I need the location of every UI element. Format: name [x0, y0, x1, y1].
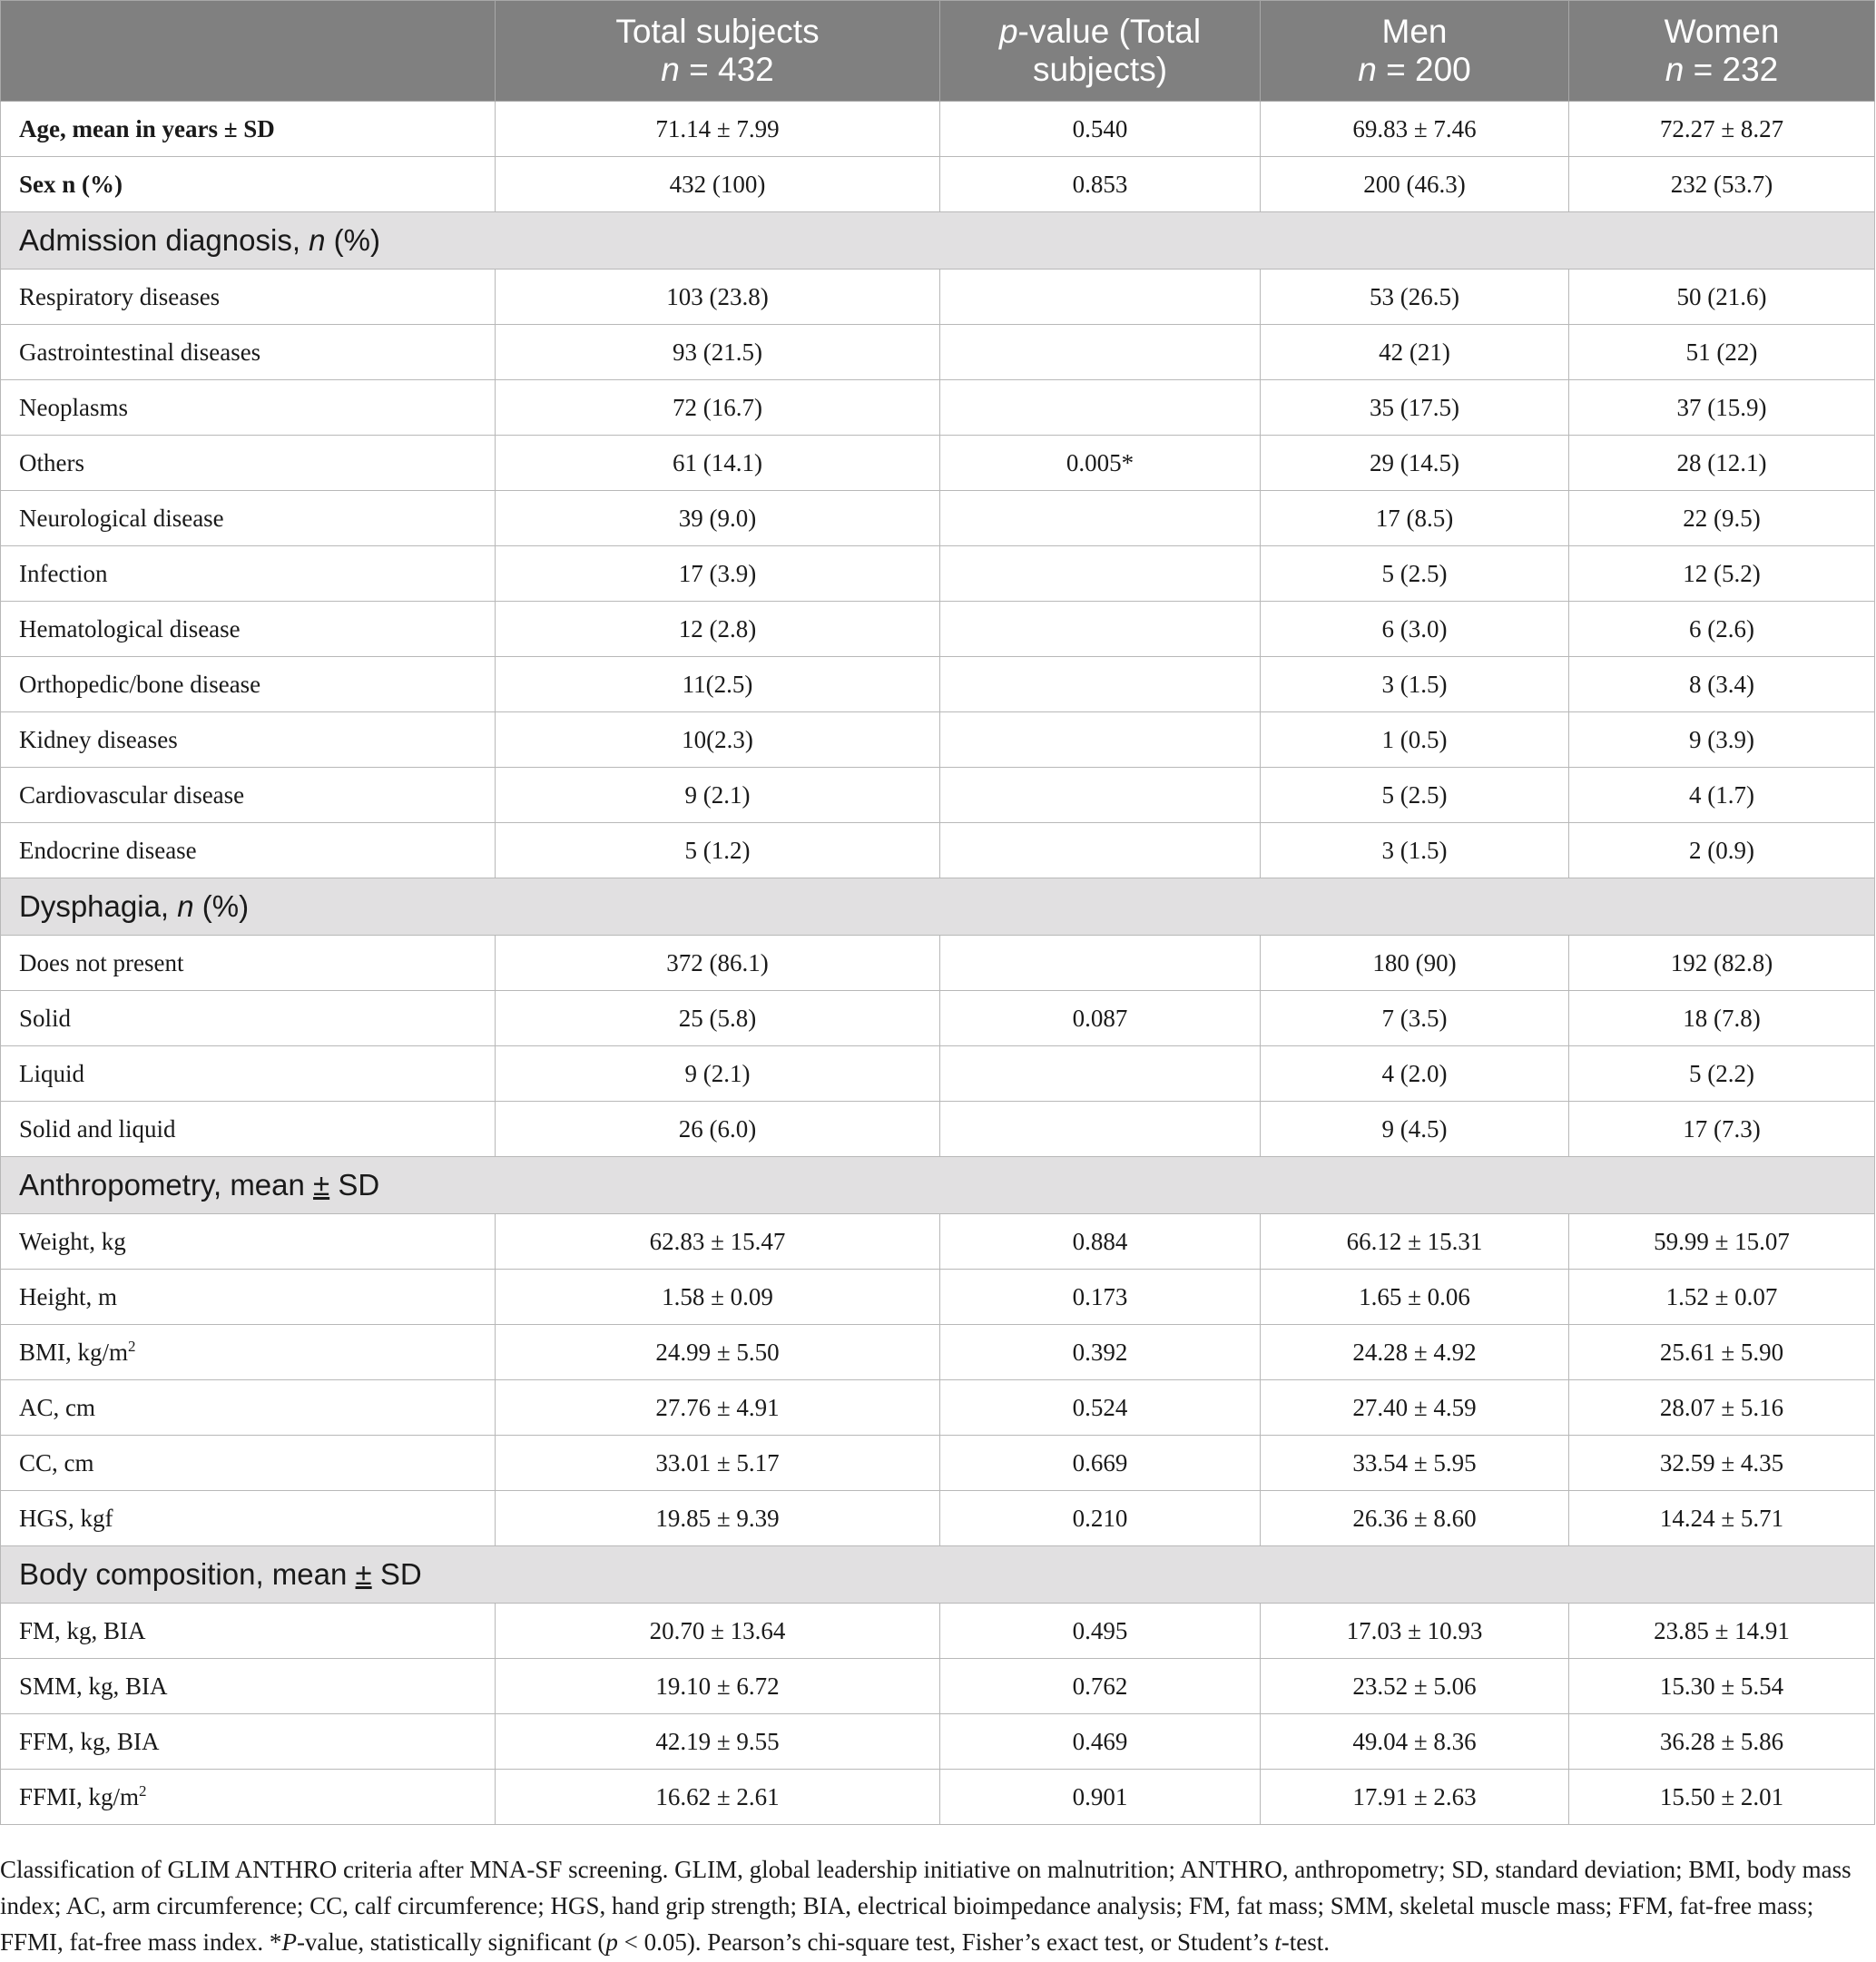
cell-men: 9 (4.5) [1261, 1102, 1569, 1157]
cell-total: 62.83 ± 15.47 [496, 1214, 940, 1270]
section-title-plus-minus: ± [355, 1557, 372, 1591]
row-label-text: FM, kg, BIA [19, 1616, 146, 1644]
section-title-plus-minus: ± [313, 1168, 330, 1202]
cell-men: 33.54 ± 5.95 [1261, 1436, 1569, 1491]
cell-p-value [940, 602, 1261, 657]
cell-p-value: 0.495 [940, 1604, 1261, 1659]
table-row [1, 325, 1875, 380]
cell-total: 27.76 ± 4.91 [496, 1380, 940, 1436]
table-row [1, 1659, 1875, 1714]
cell-total: 93 (21.5) [496, 325, 940, 380]
cell-women: 192 (82.8) [1569, 936, 1875, 991]
header-total-subjects: Total subjects n = 432 [496, 1, 940, 102]
row-label-text: Gastrointestinal diseases [19, 338, 261, 366]
row-label-text: Kidney diseases [19, 725, 178, 753]
cell-total: 33.01 ± 5.17 [496, 1436, 940, 1491]
cell-p-value [940, 1046, 1261, 1102]
table-row [1, 936, 1875, 991]
table-row [1, 380, 1875, 436]
row-label-text: Solid and liquid [19, 1114, 176, 1143]
cell-men: 53 (26.5) [1261, 270, 1569, 325]
table-row [1, 1325, 1875, 1380]
cell-total: 17 (3.9) [496, 546, 940, 602]
cell-men: 29 (14.5) [1261, 436, 1569, 491]
row-label [1, 602, 496, 657]
row-label [1, 1436, 496, 1491]
table-row [1, 768, 1875, 823]
cell-total: 12 (2.8) [496, 602, 940, 657]
cell-women: 232 (53.7) [1569, 157, 1875, 212]
row-label-text: HGS, kgf [19, 1504, 113, 1532]
cell-women: 72.27 ± 8.27 [1569, 102, 1875, 157]
section-title-italic-n: n [309, 223, 326, 257]
row-label [1, 657, 496, 712]
cell-total: 26 (6.0) [496, 1102, 940, 1157]
cell-men: 1 (0.5) [1261, 712, 1569, 768]
cell-p-value: 0.392 [940, 1325, 1261, 1380]
row-label-text: CC, cm [19, 1448, 94, 1476]
cell-total: 42.19 ± 9.55 [496, 1714, 940, 1770]
cell-women: 15.30 ± 5.54 [1569, 1659, 1875, 1714]
table-row [1, 1770, 1875, 1825]
row-label [1, 1491, 496, 1546]
cell-women: 59.99 ± 15.07 [1569, 1214, 1875, 1270]
section-title-text: Dysphagia, [19, 889, 178, 923]
row-label [1, 1659, 496, 1714]
cell-women: 50 (21.6) [1569, 270, 1875, 325]
cell-men: 5 (2.5) [1261, 546, 1569, 602]
cell-total: 1.58 ± 0.09 [496, 1270, 940, 1325]
cell-p-value [940, 491, 1261, 546]
cell-p-value [940, 768, 1261, 823]
section-title-suffix: (%) [325, 223, 381, 257]
section-title [1, 212, 1875, 270]
row-label [1, 823, 496, 878]
cell-p-value: 0.853 [940, 157, 1261, 212]
row-label-text: AC, cm [19, 1393, 95, 1421]
table-row [1, 602, 1875, 657]
table-footnote: Classification of GLIM ANTHRO criteria after MNA-SF screening. GLIM, global leadership initiative on malnutrition; ANTHRO, anthropometry; SD, standard deviation; BMI, body mass index; AC, arm circumference; CC, calf circumference; HGS, hand grip strength; BIA, electrical bioimpedance analysis; FM, fat mass; SMM, skeletal muscle mass; FFM, fat-free mass; FFMI, fat-free mass index. *P-value, statistically significant (p < 0.05). Pearson’s chi-square test, Fisher’s exact test, or Student’s t-test. [0, 1856, 1851, 1956]
cell-total: 11(2.5) [496, 657, 940, 712]
cell-men: 69.83 ± 7.46 [1261, 102, 1569, 157]
cell-women: 6 (2.6) [1569, 602, 1875, 657]
row-label [1, 546, 496, 602]
cell-women: 25.61 ± 5.90 [1569, 1325, 1875, 1380]
cell-men: 3 (1.5) [1261, 657, 1569, 712]
cell-men: 4 (2.0) [1261, 1046, 1569, 1102]
cell-women: 8 (3.4) [1569, 657, 1875, 712]
cell-total: 372 (86.1) [496, 936, 940, 991]
table-body [1, 102, 1875, 1825]
table-row [1, 270, 1875, 325]
cell-p-value [940, 712, 1261, 768]
cell-p-value [940, 546, 1261, 602]
table-row [1, 1214, 1875, 1270]
table-row [1, 1604, 1875, 1659]
cell-total: 103 (23.8) [496, 270, 940, 325]
section-title [1, 1157, 1875, 1214]
cell-men: 7 (3.5) [1261, 991, 1569, 1046]
cell-women: 1.52 ± 0.07 [1569, 1270, 1875, 1325]
row-label [1, 991, 496, 1046]
row-label [1, 1714, 496, 1770]
cell-p-value [940, 1102, 1261, 1157]
row-label [1, 380, 496, 436]
cell-men: 24.28 ± 4.92 [1261, 1325, 1569, 1380]
table-row [1, 712, 1875, 768]
table-row [1, 491, 1875, 546]
cell-women: 22 (9.5) [1569, 491, 1875, 546]
section-header-anthropometry [1, 1157, 1875, 1214]
cell-women: 15.50 ± 2.01 [1569, 1770, 1875, 1825]
row-label-text: Neurological disease [19, 504, 224, 532]
cell-men: 200 (46.3) [1261, 157, 1569, 212]
cell-men: 5 (2.5) [1261, 768, 1569, 823]
cell-p-value: 0.469 [940, 1714, 1261, 1770]
row-label-superscript: 2 [139, 1781, 147, 1800]
cell-p-value: 0.210 [940, 1491, 1261, 1546]
section-title-text: Admission diagnosis, [19, 223, 309, 257]
cell-women: 9 (3.9) [1569, 712, 1875, 768]
section-title [1, 878, 1875, 936]
cell-men: 49.04 ± 8.36 [1261, 1714, 1569, 1770]
row-label-text: Weight, kg [19, 1227, 126, 1255]
table-row [1, 436, 1875, 491]
row-label-text: BMI, kg/m [19, 1338, 129, 1366]
cell-women: 4 (1.7) [1569, 768, 1875, 823]
cell-men: 66.12 ± 15.31 [1261, 1214, 1569, 1270]
row-label [1, 102, 496, 157]
section-header-body [1, 1546, 1875, 1604]
cell-men: 17 (8.5) [1261, 491, 1569, 546]
row-label-text: Height, m [19, 1282, 117, 1310]
table-row [1, 1270, 1875, 1325]
cell-p-value: 0.005* [940, 436, 1261, 491]
cell-p-value: 0.540 [940, 102, 1261, 157]
row-label-superscript: 2 [128, 1337, 136, 1355]
table-row [1, 102, 1875, 157]
cell-total: 20.70 ± 13.64 [496, 1604, 940, 1659]
cell-p-value [940, 325, 1261, 380]
cell-men: 3 (1.5) [1261, 823, 1569, 878]
row-label [1, 1770, 496, 1825]
row-label-text: FFMI, kg/m [19, 1782, 140, 1810]
table-row [1, 991, 1875, 1046]
row-label [1, 436, 496, 491]
cell-p-value: 0.173 [940, 1270, 1261, 1325]
row-label [1, 1325, 496, 1380]
row-label [1, 1102, 496, 1157]
row-label [1, 1270, 496, 1325]
cell-men: 42 (21) [1261, 325, 1569, 380]
row-label-text: Orthopedic/bone disease [19, 670, 261, 698]
cell-men: 35 (17.5) [1261, 380, 1569, 436]
table-row [1, 546, 1875, 602]
cell-total: 9 (2.1) [496, 1046, 940, 1102]
cell-women: 51 (22) [1569, 325, 1875, 380]
header-men: Men n = 200 [1261, 1, 1569, 102]
row-label [1, 1604, 496, 1659]
table-row [1, 1102, 1875, 1157]
row-label [1, 270, 496, 325]
row-label [1, 936, 496, 991]
cell-women: 28.07 ± 5.16 [1569, 1380, 1875, 1436]
cell-total: 16.62 ± 2.61 [496, 1770, 940, 1825]
cell-p-value: 0.669 [940, 1436, 1261, 1491]
row-label-text: Solid [19, 1004, 72, 1032]
table-row [1, 1436, 1875, 1491]
section-header-admission [1, 212, 1875, 270]
section-title-italic-n: n [177, 889, 194, 923]
cell-p-value: 0.762 [940, 1659, 1261, 1714]
cell-total: 25 (5.8) [496, 991, 940, 1046]
row-label-text: Respiratory diseases [19, 282, 221, 310]
cell-women: 32.59 ± 4.35 [1569, 1436, 1875, 1491]
cell-men: 6 (3.0) [1261, 602, 1569, 657]
cell-women: 14.24 ± 5.71 [1569, 1491, 1875, 1546]
row-label-text: Cardiovascular disease [19, 780, 245, 809]
cell-total: 19.85 ± 9.39 [496, 1491, 940, 1546]
cell-p-value: 0.901 [940, 1770, 1261, 1825]
section-title [1, 1546, 1875, 1604]
cell-p-value [940, 657, 1261, 712]
row-label-text: Endocrine disease [19, 836, 197, 864]
cell-p-value: 0.884 [940, 1214, 1261, 1270]
cell-p-value: 0.524 [940, 1380, 1261, 1436]
table-row [1, 657, 1875, 712]
cell-women: 5 (2.2) [1569, 1046, 1875, 1102]
header-women: Women n = 232 [1569, 1, 1875, 102]
cell-men: 180 (90) [1261, 936, 1569, 991]
cell-men: 1.65 ± 0.06 [1261, 1270, 1569, 1325]
cell-total: 39 (9.0) [496, 491, 940, 546]
cell-total: 61 (14.1) [496, 436, 940, 491]
cell-women: 23.85 ± 14.91 [1569, 1604, 1875, 1659]
row-label [1, 1380, 496, 1436]
row-label-text: Age, mean in years ± SD [19, 114, 275, 142]
section-header-dysphagia [1, 878, 1875, 936]
cell-men: 17.03 ± 10.93 [1261, 1604, 1569, 1659]
cell-total: 71.14 ± 7.99 [496, 102, 940, 157]
row-label-text: Does not present [19, 948, 184, 976]
cell-women: 12 (5.2) [1569, 546, 1875, 602]
cell-women: 18 (7.8) [1569, 991, 1875, 1046]
table-row [1, 157, 1875, 212]
row-label-text: Neoplasms [19, 393, 128, 421]
cell-women: 28 (12.1) [1569, 436, 1875, 491]
cell-p-value: 0.087 [940, 991, 1261, 1046]
cell-men: 27.40 ± 4.59 [1261, 1380, 1569, 1436]
cell-total: 9 (2.1) [496, 768, 940, 823]
section-title-suffix: (%) [193, 889, 250, 923]
cell-total: 10(2.3) [496, 712, 940, 768]
section-title-text: Anthropometry, mean [19, 1168, 314, 1202]
cell-men: 17.91 ± 2.63 [1261, 1770, 1569, 1825]
row-label-text: Hematological disease [19, 614, 241, 643]
table-row [1, 1380, 1875, 1436]
row-label [1, 157, 496, 212]
section-title-suffix: SD [371, 1557, 422, 1591]
cell-total: 432 (100) [496, 157, 940, 212]
header-row [1, 1, 1875, 102]
row-label [1, 712, 496, 768]
row-label [1, 768, 496, 823]
row-label-text: SMM, kg, BIA [19, 1672, 168, 1700]
cell-p-value [940, 380, 1261, 436]
table-row [1, 1714, 1875, 1770]
cell-p-value [940, 823, 1261, 878]
row-label-text: Sex n (%) [19, 170, 123, 198]
cell-total: 72 (16.7) [496, 380, 940, 436]
cell-women: 37 (15.9) [1569, 380, 1875, 436]
row-label-text: Others [19, 448, 84, 476]
cell-men: 23.52 ± 5.06 [1261, 1659, 1569, 1714]
header-p-value: p-value (Total subjects) [940, 1, 1261, 102]
row-label [1, 1046, 496, 1102]
cell-women: 36.28 ± 5.86 [1569, 1714, 1875, 1770]
cell-total: 19.10 ± 6.72 [496, 1659, 940, 1714]
table-row [1, 823, 1875, 878]
section-title-text: Body composition, mean [19, 1557, 356, 1591]
row-label [1, 491, 496, 546]
cell-p-value [940, 270, 1261, 325]
row-label [1, 1214, 496, 1270]
row-label-text: Liquid [19, 1059, 84, 1087]
cell-men: 26.36 ± 8.60 [1261, 1491, 1569, 1546]
cell-total: 5 (1.2) [496, 823, 940, 878]
cell-women: 2 (0.9) [1569, 823, 1875, 878]
table-row [1, 1491, 1875, 1546]
table-row [1, 1046, 1875, 1102]
cell-total: 24.99 ± 5.50 [496, 1325, 940, 1380]
row-label-text: Infection [19, 559, 108, 587]
cell-women: 17 (7.3) [1569, 1102, 1875, 1157]
row-label-text: FFM, kg, BIA [19, 1727, 160, 1755]
section-title-suffix: SD [329, 1168, 380, 1202]
cell-p-value [940, 936, 1261, 991]
row-label [1, 325, 496, 380]
header-label-column [1, 1, 496, 102]
